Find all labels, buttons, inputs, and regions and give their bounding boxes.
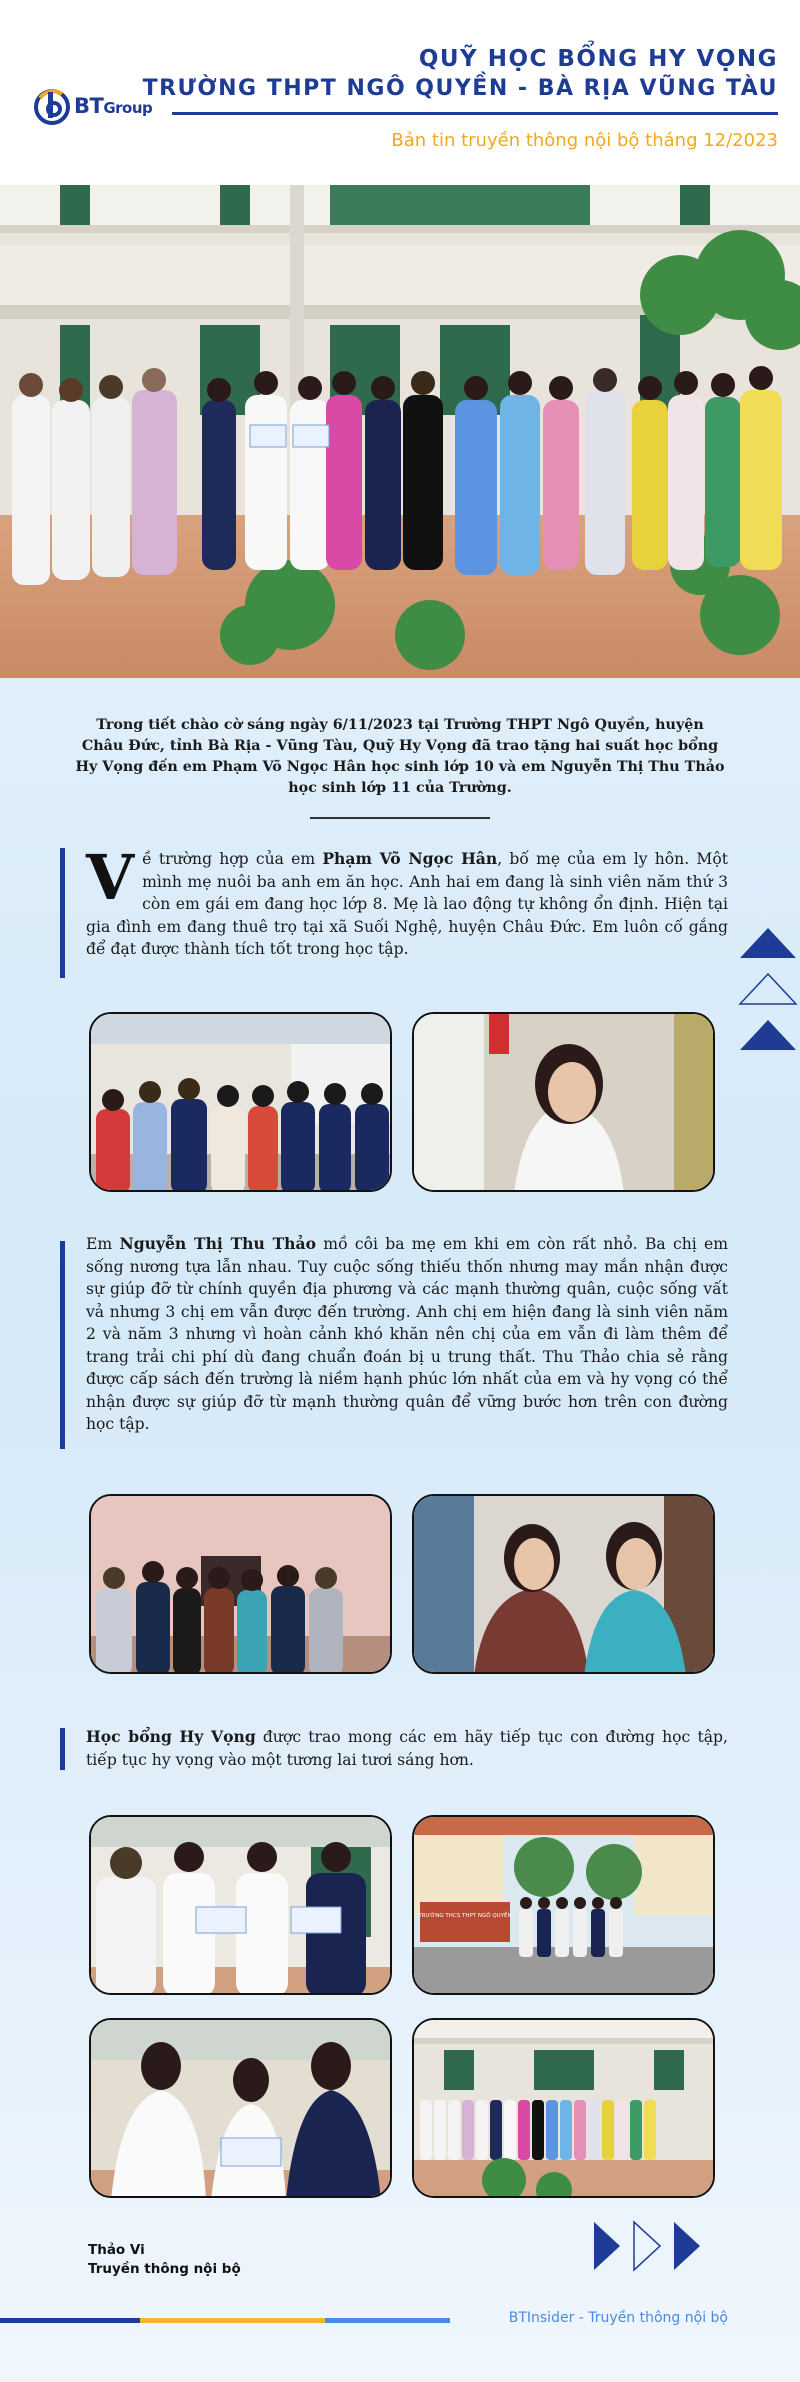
page-title: QUỸ HỌC BỔNG HY VỌNG	[418, 46, 778, 72]
bt-logo-icon	[32, 86, 72, 126]
page-subtitle-school: TRƯỜNG THPT NGÔ QUYỀN - BÀ RỊA VŨNG TÀU	[142, 76, 778, 101]
section2-text-start: Em	[86, 1235, 120, 1253]
photo-family-group-1	[89, 1012, 392, 1192]
section1-paragraph	[86, 841, 728, 961]
arrow-up-filled-icon-2	[740, 1020, 796, 1050]
section3-paragraph	[86, 1726, 728, 1771]
header	[0, 0, 800, 185]
newsletter-date: Bản tin truyền thông nội bộ tháng 12/2023	[391, 130, 778, 151]
footer-bar-lightblue	[325, 2318, 450, 2323]
dropcap-letter: V	[86, 841, 135, 914]
bt-group-logo	[32, 86, 152, 126]
hero-group-photo	[0, 185, 800, 678]
bottom-arrows	[592, 2220, 704, 2272]
side-arrows	[738, 926, 798, 1054]
student-name-thao: Nguyễn Thị Thu Thảo	[119, 1234, 317, 1253]
author-name: Thảo Vi	[88, 2242, 145, 2258]
scholarship-name: Học bổng Hy Vọng	[86, 1727, 256, 1746]
intro-divider	[310, 817, 490, 819]
footer-bar-blue	[0, 2318, 140, 2323]
photo-school-gate	[412, 1815, 715, 1995]
photo-two-students	[412, 1494, 715, 1674]
arrow-right-filled-icon-2	[674, 2222, 700, 2270]
footer-text: BTInsider - Truyền thông nội bộ	[508, 2310, 728, 2326]
section2-accent-bar	[60, 1241, 65, 1449]
photo-award-ceremony-1	[89, 1815, 392, 1995]
section3-accent-bar	[60, 1728, 65, 1770]
section2-paragraph	[86, 1233, 728, 1436]
logo-text: BTGroup	[74, 94, 153, 118]
section1-accent-bar	[60, 848, 65, 978]
student-name-han: Phạm Võ Ngọc Hân	[322, 849, 498, 868]
arrow-up-outline-icon	[740, 974, 796, 1004]
section1-text-end: , bố mẹ của em ly hôn. Một mình mẹ nuôi ba anh em ăn học. Anh hai em đang là sinh viên năm thứ 3 còn em gái em đang học lớp 8. Mẹ là lao động tự không ổn định. Hiện tại gia đình em đang thuê trọ tại xã Suối Nghệ, huyện Châu Đức. Em luôn cố gắng để đạt được thành tích tốt trong học tập.	[86, 850, 728, 958]
intro-paragraph: Trong tiết chào cờ sáng ngày 6/11/2023 tại Trường THPT Ngô Quyền, huyện Châu Đức, tỉnh Bà Rịa - Vũng Tàu, Quỹ Hy Vọng đã trao tặng hai suất học bổng Hy Vọng đến em Phạm Võ Ngọc Hân học sinh lớp 10 và em Nguyễn Thị Thu Thảo học sinh lớp 11 của Trường.	[75, 717, 725, 796]
arrow-up-filled-icon	[740, 928, 796, 958]
section3-text: được trao mong các em hãy tiếp tục con đường học tập, tiếp tục hy vọng vào một tương lai tươi sáng hơn.	[86, 1728, 728, 1769]
photo-family-group-2	[89, 1494, 392, 1674]
school-sign-text: TRƯỜNG THCS THPT NGÔ QUYỀN	[418, 1913, 512, 1919]
footer-bar-yellow	[140, 2318, 325, 2323]
photo-award-handover	[89, 2018, 392, 2198]
arrow-right-filled-icon	[594, 2222, 620, 2270]
photo-student-han-portrait	[412, 1012, 715, 1192]
title-divider	[172, 112, 778, 115]
arrow-right-outline-icon	[634, 2222, 660, 2270]
section1-text-start: ề trường hợp của em	[142, 850, 323, 868]
photo-group-wide	[412, 2018, 715, 2198]
author-department: Truyền thông nội bộ	[88, 2261, 241, 2277]
section2-text-end: mồ côi ba mẹ em khi em còn rất nhỏ. Ba chị em sống nương tựa lẫn nhau. Tuy cuộc sống thiếu thốn nhưng may mắn nhận được sự giúp đỡ từ chính quyền địa phương và các mạnh thường quân, cuộc sống vất vả nhưng 3 chị em vẫn được đến trường. Anh chị em hiện đang là sinh viên năm 2 và năm 3 nhưng vì hoàn cảnh khó khăn nên chị của em vẫn đi làm thêm để trang trải chi phí dù đang chuẩn đoán bị u trung thất. Thu Thảo chia sẻ rằng được cấp sách đến trường là niềm hạnh phúc lớn nhất của em và hy vọng có thể nhận được sự giúp đỡ từ mạnh thường quân để vững bước hơn trên con đường học tập.	[86, 1235, 728, 1433]
